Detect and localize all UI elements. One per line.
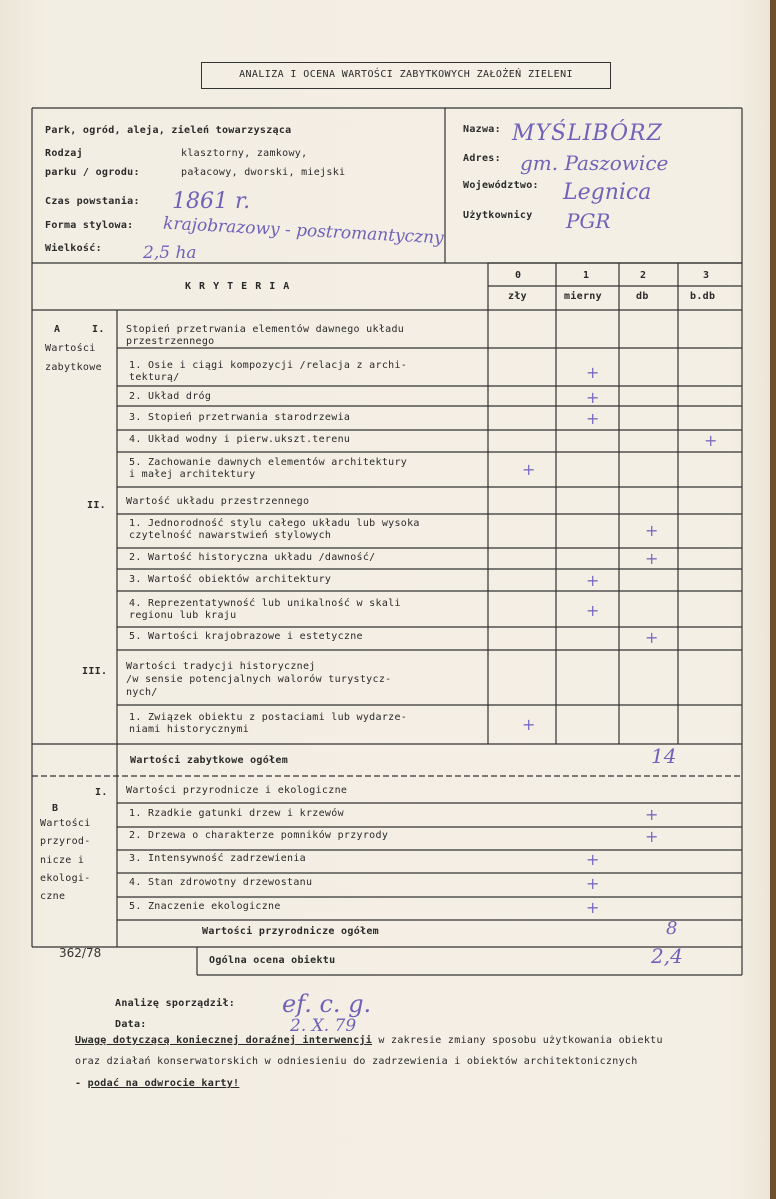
section-b-letter: B: [52, 803, 59, 814]
adres-label: Adres:: [463, 153, 501, 164]
rating-mark: +: [645, 628, 659, 647]
col3-name: b.db: [690, 291, 716, 302]
col2-num: 2: [640, 270, 647, 281]
col3-num: 3: [703, 270, 710, 281]
rating-mark: +: [645, 827, 659, 846]
section-a-roman1: I.: [92, 324, 105, 335]
group-b-head: Wartości przyrodnicze i ekologiczne: [126, 785, 348, 796]
group1-head-b: przestrzennego: [126, 336, 215, 347]
criterion-text: 4. Stan zdrowotny drzewostanu: [129, 877, 313, 888]
section-a-roman2: II.: [87, 500, 106, 511]
rating-mark: +: [586, 850, 600, 869]
group2-head: Wartość układu przestrzennego: [126, 496, 310, 507]
criterion-text-cont: niami historycznymi: [129, 724, 250, 735]
criterion-text: 2. Wartość historyczna układu /dawność/: [129, 552, 376, 563]
criterion-text: 3. Wartość obiektów architektury: [129, 574, 332, 585]
criterion-text: 4. Reprezentatywność lub unikalność w skali: [129, 598, 401, 609]
group3-head-c: nych/: [126, 687, 158, 698]
criterion-text: 5. Znaczenie ekologiczne: [129, 901, 281, 912]
uzytkownicy-label: Użytkownicy: [463, 210, 533, 221]
analize-label: Analizę sporządził:: [115, 998, 236, 1009]
forma-label: Forma stylowa:: [45, 220, 134, 231]
criterion-text-cont: i małej architektury: [129, 469, 256, 480]
footer-uwaga-rest: w zakresie zmiany sposobu użytkowania obiektu: [372, 1035, 663, 1046]
rating-mark: +: [586, 571, 600, 590]
rating-mark: +: [522, 715, 536, 734]
group3-head-a: Wartości tradycji historycznej: [126, 661, 316, 672]
group3-head-b: /w sensie potencjalnych walorów turystycz-: [126, 674, 392, 685]
wojewodztwo-label: Województwo:: [463, 180, 539, 191]
criterion-text-cont: regionu lub kraju: [129, 610, 237, 621]
footer-line3: [75, 1078, 239, 1090]
parku-ogrodu-label: parku / ogrodu:: [45, 167, 140, 178]
rodzaj-label: Rodzaj: [45, 148, 83, 159]
section-b-label2: przyrod-: [40, 836, 91, 847]
hw-nazwa: MYŚLIBÓRZ: [512, 121, 663, 146]
col1-name: mierny: [564, 291, 602, 302]
section-a-roman3: III.: [82, 666, 108, 677]
criterion-text: 2. Układ dróg: [129, 391, 212, 402]
wielkosc-label: Wielkość:: [45, 243, 102, 254]
col2-name: db: [636, 291, 649, 302]
criterion-text: 5. Zachowanie dawnych elementów architektury: [129, 457, 408, 468]
total-label: Ogólna ocena obiektu: [209, 955, 336, 966]
criterion-text: 4. Układ wodny i pierw.ukszt.terenu: [129, 434, 351, 445]
hw-wojewodztwo: Legnica: [563, 180, 652, 205]
hw-ref-number: 362/78: [59, 946, 102, 960]
rating-mark: +: [586, 409, 600, 428]
section-b-roman1: I.: [95, 787, 108, 798]
sum-b-label: Wartości przyrodnicze ogółem: [202, 926, 379, 937]
section-a-letter: A: [54, 324, 61, 335]
rating-mark: +: [704, 431, 718, 450]
types-line2: pałacowy, dworski, miejski: [181, 167, 346, 178]
criterion-text: 1. Jednorodność stylu całego układu lub wysoka: [129, 518, 420, 529]
footer-line2: oraz działań konserwatorskich w odniesieniu do zadrzewienia i obiektów architektonicznych: [75, 1056, 638, 1067]
criterion-text: 1. Rzadkie gatunki drzew i krzewów: [129, 808, 344, 819]
criterion-text-cont: tekturą/: [129, 372, 180, 383]
col0-name: zły: [508, 291, 527, 302]
rating-mark: +: [645, 549, 659, 568]
criterion-text: 1. Związek obiektu z postaciami lub wydarze-: [129, 712, 408, 723]
rating-mark: +: [522, 460, 536, 479]
criterion-text-cont: czytelność nawarstwień stylowych: [129, 530, 332, 541]
rating-mark: +: [645, 805, 659, 824]
criterion-text: 3. Intensywność zadrzewienia: [129, 853, 306, 864]
criterion-text: 2. Drzewa o charakterze pomników przyrody: [129, 830, 389, 841]
criterion-text: 3. Stopień przetrwania starodrzewia: [129, 412, 351, 423]
criterion-text: 5. Wartości krajobrazowe i estetyczne: [129, 631, 363, 642]
criterion-text: 1. Osie i ciągi kompozycji /relacja z archi-: [129, 360, 408, 371]
hw-date: 2. X. 79: [290, 1016, 357, 1036]
footer-dash: -: [75, 1078, 88, 1089]
hw-wielkosc: 2,5 ha: [143, 243, 197, 263]
rating-mark: +: [586, 363, 600, 382]
types-line1: klasztorny, zamkowy,: [181, 148, 308, 159]
col0-num: 0: [515, 270, 522, 281]
hw-forma: krajobrazowy - postromantyczny: [162, 213, 445, 249]
hw-uzytkownicy: PGR: [566, 209, 611, 233]
nazwa-label: Nazwa:: [463, 124, 501, 135]
park-type-line: Park, ogród, aleja, zieleń towarzysząca: [45, 125, 292, 136]
section-b-label4: ekologi-: [40, 873, 91, 884]
section-a-label1: Wartości: [45, 343, 96, 354]
hw-signature: ef. c. g.: [282, 990, 372, 1018]
rating-mark: +: [645, 521, 659, 540]
criteria-label: K R Y T E R I A: [185, 281, 291, 292]
group1-head-a: Stopień przetrwania elementów dawnego układu: [126, 324, 405, 335]
date-label: Data:: [115, 1019, 147, 1030]
section-b-label1: Wartości: [40, 818, 91, 829]
rating-mark: +: [586, 388, 600, 407]
rating-mark: +: [586, 601, 600, 620]
hw-sum-a: 14: [651, 744, 677, 768]
hw-total: 2,4: [651, 944, 683, 968]
rating-mark: +: [586, 874, 600, 893]
footer-line1: [75, 1035, 663, 1047]
footer-uwaga-underlined: Uwagę dotyczącą koniecznej doraźnej interwencji: [75, 1035, 373, 1046]
rating-mark: +: [586, 898, 600, 917]
hw-sum-b: 8: [666, 918, 678, 939]
footer-odwrocie: podać na odwrocie karty!: [87, 1078, 240, 1089]
hw-adres: gm. Paszowice: [520, 151, 669, 175]
section-a-label2: zabytkowe: [45, 362, 102, 373]
section-b-label3: nicze i: [40, 855, 85, 866]
section-b-label5: czne: [40, 891, 66, 902]
czas-label: Czas powstania:: [45, 196, 140, 207]
col1-num: 1: [583, 270, 590, 281]
hw-czas: 1861 r.: [172, 189, 251, 214]
sum-a-label: Wartości zabytkowe ogółem: [130, 755, 289, 766]
page-title: ANALIZA I OCENA WARTOŚCI ZABYTKOWYCH ZAŁOŻEŃ ZIELENI: [239, 69, 573, 80]
